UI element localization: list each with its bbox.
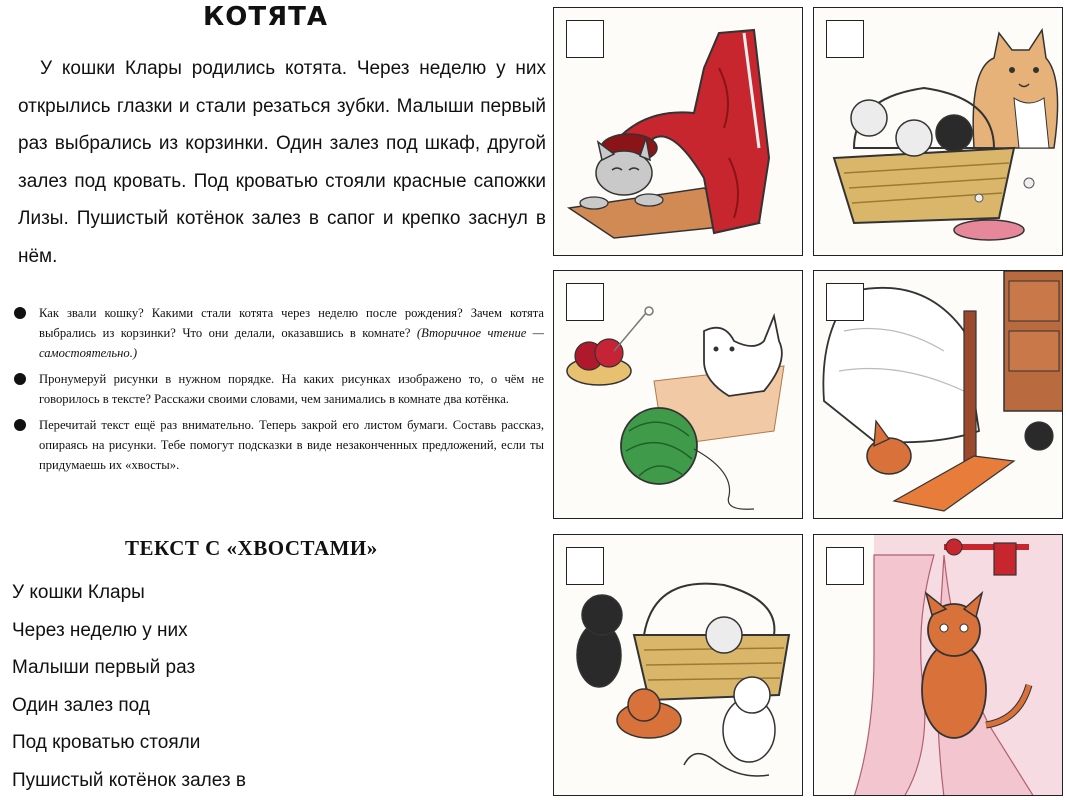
bullet-icon [14, 373, 26, 385]
picture-kitten-on-curtain [813, 534, 1063, 796]
story-sentence: Пушистый котёнок залез в сапог и крепко заснул в нём. [18, 208, 547, 267]
picture-cat-and-basket [813, 7, 1063, 256]
section-subtitle: ТЕКСТ С «ХВОСТАМИ» [125, 536, 378, 560]
story-sentence: У кошки Клары родились котята. [40, 58, 348, 79]
picture-number-box[interactable] [826, 547, 864, 585]
bullet-icon [14, 419, 26, 431]
question-text: Как звали кошку? Какими стали котята через неделю после рождения? Зачем котята выбрались из корзинки? Что они делали, оказавшись в комнате? [39, 306, 544, 340]
question-note: (Вторичное чтение — самостоятельно.) [39, 326, 544, 360]
sentence-starter: Один залез под [12, 694, 150, 716]
sentence-starter: Через неделю у них [12, 619, 188, 641]
picture-kitten-in-boot [553, 7, 803, 256]
sentence-starter: Малыши первый раз [12, 657, 196, 679]
picture-number-box[interactable] [566, 547, 604, 585]
question-text: Перечитай текст ещё раз внимательно. Теперь закрой его листом бумаги. Составь рассказ, опираясь на рисунки. Тебе помогут подсказки в виде незаконченных предложений, если ты придумаешь их «хвосты». [39, 418, 544, 472]
bullet-icon [14, 307, 26, 319]
sentence-starter: Пушистый котёнок залез в [12, 769, 246, 791]
picture-kitten-with-yarn [553, 270, 803, 519]
question-text: Пронумеруй рисунки в нужном порядке. На каких рисунках изображено то, о чём не говорилось в тексте? Расскажи своими словами, чем занимались в комнате два котёнка. [39, 372, 544, 406]
question-item [14, 369, 544, 409]
picture-number-box[interactable] [826, 283, 864, 321]
picture-number-box[interactable] [826, 20, 864, 58]
story-text [18, 50, 546, 276]
sentence-starters [12, 574, 246, 800]
story-sentence: Малыши первый раз выбрались из корзинки. [18, 95, 546, 155]
story-sentence: Через неделю у них открылись глазки и стали резаться зубки. [18, 58, 547, 117]
sentence-starter: У кошки Клары [12, 582, 145, 603]
question-item [14, 303, 544, 363]
picture-number-box[interactable] [566, 283, 604, 321]
question-item [14, 415, 544, 475]
story-sentence: Один залез под шкаф, другой залез под кровать. [18, 133, 546, 192]
page-title: КОТЯТА [203, 2, 328, 32]
story-sentence: Под кроватью стояли красные сапожки Лизы. [18, 170, 547, 230]
questions-list [14, 303, 544, 481]
sentence-starter: Под кроватью стояли [12, 732, 201, 754]
picture-kittens-by-basket [553, 534, 803, 796]
picture-number-box[interactable] [566, 20, 604, 58]
picture-kitten-under-bed [813, 270, 1063, 519]
